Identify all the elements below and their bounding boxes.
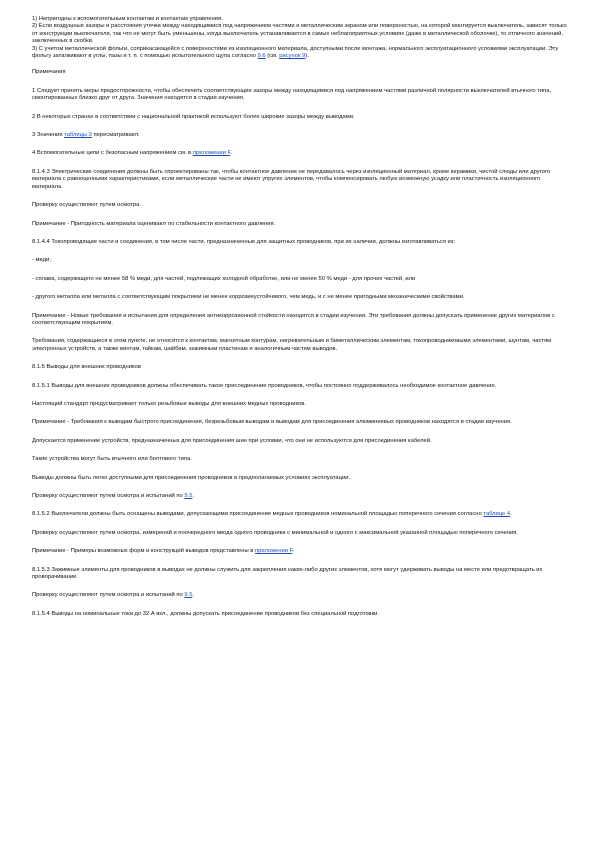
note-3-pre: 3 Значения bbox=[32, 132, 63, 139]
note-4-post: . bbox=[230, 150, 233, 157]
check-4-post: . bbox=[192, 592, 195, 599]
clause-8-1-5-3: 8.1.5.3 Зажимные элементы для проводников в выводах не должны служить для закрепления каких-либо других элементов, хотя могут удерживать выводы на месте или предотвращать их проворачивание. bbox=[32, 566, 543, 581]
section-heading-8-1-5: 8.1.5 Выводы для внешних проводников bbox=[32, 364, 141, 371]
note-examples-post: . bbox=[292, 548, 295, 555]
note-3 bbox=[32, 132, 569, 139]
busbar-devices: Допускается применение устройств, предназначенных для присоединения шин при условии, что они не используются для присоединения кабелей. bbox=[32, 437, 432, 444]
table-footnotes bbox=[32, 16, 569, 60]
footnote-1: 1) Непригодны к вспомогательным контактам и контактам управления. bbox=[32, 16, 223, 22]
terminal-access: Выводы должны быть легко доступными для присоединения проводников в предполагаемых условиях эксплуатации. bbox=[32, 474, 351, 481]
list-item-other-metal: - другого металла или металла с соответствующим покрытием не менее коррозиеустойчивого, чем медь, и с не менее пригодными механическими свойствами. bbox=[32, 294, 465, 301]
clause-8-1-5-2-pre: 8.1.5.2 Выключатели должны быть оснащены выводами, допускающими присоединение медных проводников номинальной площадью поперечного сечения согласно bbox=[32, 511, 482, 518]
check-2 bbox=[32, 493, 569, 500]
check-2-post: . bbox=[192, 493, 195, 499]
annex-f-link[interactable]: приложении F bbox=[192, 150, 231, 157]
device-types: Такие устройства могут быть втычного или болтового типа. bbox=[32, 456, 192, 463]
requirements-exclusions: Требования, содержащиеся в этом пункте, не относятся к контактам, магнитным контурам, нагревательным и биметаллическим элементам, токопроводниковыми элементами, шунтам, частям электронных устройств, а также винтам, гайкам, шайбам, зажимным пластинам и аналогичным частям выводов. bbox=[32, 338, 552, 352]
footnote-3-text: 3) С учетом металлической фольги, соприкасающейся с поверхностями из изоляционного материала, доступными после монтажа, нормального эксплуатационного условиями эксплуатации. Эту фольгу заталкивают в углы, пазы и т. п. с помощью испытательного щупа согласно bbox=[32, 45, 559, 60]
note-4-pre: 4 Вспомогательные цепи с безопасным напряжением см. в bbox=[32, 150, 192, 157]
figure-9-link[interactable]: рисунок 9 bbox=[279, 53, 306, 60]
standard-scope: Настоящий стандарт предусматривает только резьбовые выводы для внешних медных проводников. bbox=[32, 400, 306, 407]
table-3-link[interactable]: таблицы 3 bbox=[64, 132, 92, 139]
clause-9-5-link[interactable]: 9.5 bbox=[184, 493, 193, 499]
clause-8-1-5-4: 8.1.5.4 Выводы на номинальные токи до 32 А вкл., должны допускать присоединение проводников без специальной подготовки. bbox=[32, 610, 380, 617]
clause-9-5-link-2[interactable]: 9.5 bbox=[184, 592, 193, 599]
check-4-pre: Проверку осуществляют путем осмотра и испытаний по bbox=[32, 592, 183, 599]
clause-8-1-5-2 bbox=[32, 511, 569, 518]
clause-8-1-4-4: 8.1.4.4 Токопроводящие части и соединения, в том числе части, предназначенные для защитных проводников, при их наличии, должны изготавливаться из: bbox=[32, 238, 456, 245]
footnote-3-mid: (см. bbox=[267, 53, 278, 60]
check-visual-1: Проверку осуществляют путем осмотра. bbox=[32, 202, 142, 209]
footnote-3-end: ). bbox=[305, 53, 309, 60]
note-3-post: пересматривают. bbox=[93, 132, 140, 139]
list-item-alloy: - сплава, содержащего не менее 58 % меди, для частей, подлежащих холодной обработке, или не менее 50 % меди - для прочих частей, или bbox=[32, 275, 416, 282]
note-2: 2 В некоторых странах в соответствии с национальной практикой используют более широкие зазоры между выводами. bbox=[32, 113, 355, 120]
clause-9-6-link[interactable]: 9.6 bbox=[257, 53, 266, 60]
note-examples-pre: Примечание - Примеры возможных форм и конструкций выводов представлены в bbox=[32, 548, 254, 555]
note-examples bbox=[32, 548, 569, 555]
note-contact-pressure: Примечание - Пригодность материала оценивают по стабильности контактного давления. bbox=[32, 220, 276, 227]
table-4-link[interactable]: таблице 4 bbox=[483, 511, 511, 518]
clause-8-1-5-2-post: . bbox=[510, 511, 512, 518]
annex-f-link-2[interactable]: приложении F bbox=[254, 548, 293, 555]
note-4 bbox=[32, 150, 569, 157]
check-3: Проверку осуществляют путем осмотра, измерений и поочередного ввода одного проводника с минимальной и одного с максимальной указанной площадью поперечного сечения. bbox=[32, 529, 518, 536]
note-corrosion: Примечание - Новые требования и испытания для определения антикоррозионной стойкости находятся в стадии изучения. Эти требования должны допускать применение других материалов с соответствующим покрытием. bbox=[32, 312, 555, 326]
notes-heading: Примечания bbox=[32, 69, 66, 76]
check-2-pre: Проверку осуществляют путем осмотра и испытаний по bbox=[32, 493, 183, 499]
note-1: 1 Следует принять меры предосторожности, чтобы обеспечить соответствующие зазоры между находящимися под напряжением частями различной полярности выключателей втычного типа, смонтированных близко друг от друга. Значения находятся в стадии изучения. bbox=[32, 87, 552, 102]
clause-8-1-5-1: 8.1.5.1 Выводы для внешних проводников должны обеспечивать такое присоединение проводников, чтобы постоянно поддерживалось необходимое контактное давление. bbox=[32, 382, 497, 389]
list-item-copper: - меди; bbox=[32, 257, 51, 264]
footnote-2: 2) Если воздушные зазоры и расстояния утечки между находящимися под напряжением частями и металлическим экраном или поверхностью, на которой монтируется выключатель, зависят только от конструкции выключателя, так что не могут быть уменьшены, когда выключатель устанавливается в самых неблагоприятных условиях (даже в металлической оболочке), то отличного значений, заключенных в скобки. bbox=[32, 23, 567, 45]
note-quick-connect: Примечание - Требования к выводам быстрого присоединения, безрезьбовым выводам и выводам для присоединения алюминиевых проводников находятся в стадии изучения. bbox=[32, 419, 512, 426]
footnote-3 bbox=[32, 46, 569, 61]
clause-8-1-4-3: 8.1.4.3 Электрические соединения должны быть спроектированы так, чтобы контактное давление не передавалось через изоляционный материал, кроме керамики, чистой слюды или другого материала с равноценными характеристиками, если металлические части не имеют упругих элементов, чтобы компенсировать любую возможную усадку или пластичность изоляционного материала. bbox=[32, 168, 551, 190]
check-4 bbox=[32, 592, 569, 599]
